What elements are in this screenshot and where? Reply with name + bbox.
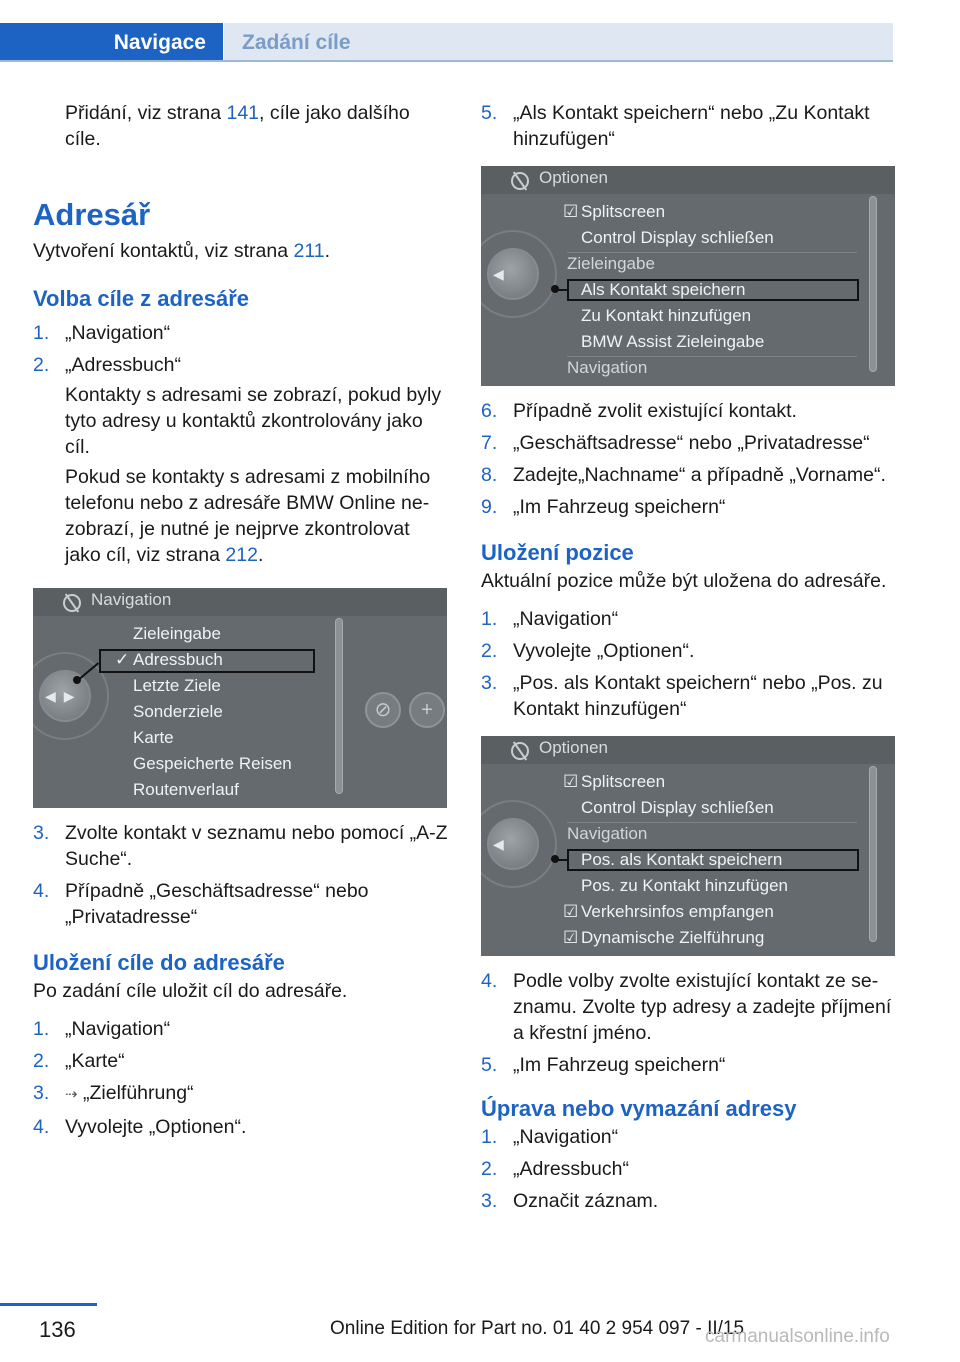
list-item: 2. Vyvolejte „Optionen“. xyxy=(481,640,695,662)
scroll-slider xyxy=(869,766,877,942)
menu-item: ☑ Splitscreen xyxy=(581,769,665,795)
highlight-frame xyxy=(99,649,315,673)
menu-item: Karte xyxy=(133,728,174,747)
header-divider xyxy=(0,60,893,62)
menu-item: Routenverlauf xyxy=(133,780,239,799)
right-column xyxy=(481,100,897,1220)
menu-item: ☑ Splitscreen xyxy=(581,199,665,225)
header xyxy=(0,0,893,62)
scroll-slider xyxy=(869,196,877,372)
list-item: 3. Zvolte kontakt v seznamu nebo pomocí „A-Z Suche“. xyxy=(33,822,448,870)
subsection-title-position: Uložení pozice xyxy=(481,540,634,565)
screen-title: Navigation xyxy=(91,590,172,609)
menu-item: ☑ Dynamische Zielführung xyxy=(581,925,764,951)
create-contacts-text: Vytvoření kontaktů, viz strana 211. xyxy=(33,240,330,262)
list-item: 5. „Als Kontakt speichern“ nebo „Zu Kontakt hinzufügen“ xyxy=(481,102,870,150)
list-item: 4. Podle volby zvolte existující kontakt ze seznamu. Zvolte typ adresy a zadejte příjmení a křestní jméno. xyxy=(481,970,892,1044)
screen-navigation-menu: Navigation ◀▶ Zieleingabe ✓ Adressbuch Letzte Ziele Sonderziele Karte Gespeicherte Reisen Routenverlauf ⊘ + xyxy=(33,588,447,808)
menu-item: Control Display schließen xyxy=(581,228,774,247)
edition-text: Online Edition for Part no. 01 40 2 954 097 - II/15 xyxy=(330,1318,745,1339)
scroll-slider xyxy=(335,618,343,794)
options-icon xyxy=(511,172,529,190)
menu-item: Als Kontakt speichern xyxy=(581,280,746,299)
menu-item: Pos. als Kontakt speichern xyxy=(581,850,783,869)
menu-section: Zieleingabe xyxy=(567,254,655,273)
list-item: 3. „Pos. als Kontakt speichern“ nebo „Pos. zu Kontakt hinzufügen“ xyxy=(481,672,883,720)
screen-title: Optionen xyxy=(539,738,608,757)
steps-store xyxy=(33,1016,449,1140)
tab-navigace[interactable]: Navigace xyxy=(0,23,223,62)
subsection-title-store: Uložení cíle do adresáře xyxy=(33,950,285,975)
steps-edit xyxy=(481,1124,897,1214)
menu-section: Navigation xyxy=(567,358,648,377)
section-title-adresar: Adresář xyxy=(33,197,151,232)
page-number: 136 xyxy=(39,1317,76,1342)
options-icon xyxy=(511,742,529,760)
position-text: Aktuální pozice může být uložena do adresáře. xyxy=(481,570,887,592)
checkmark-icon: ✓ xyxy=(115,650,130,669)
page-link-211[interactable]: 211 xyxy=(293,240,325,262)
list-item: 5. „Im Fahrzeug speichern“ xyxy=(481,1054,726,1076)
list-item: 4. Případně „Geschäftsadresse“ nebo „Privatadresse“ xyxy=(33,880,369,928)
route-guidance-icon: ⇢ xyxy=(65,1086,78,1103)
screen-options-menu-1: Optionen ◀ ☑ Splitscreen Control Display schließen Zieleingabe Als Kontakt speichern Zu Kontakt hinzufügen BMW Assist Zieleingabe Navigation xyxy=(481,166,895,386)
menu-item: Gespeicherte Reisen xyxy=(133,754,292,773)
screen-title: Optionen xyxy=(539,168,608,187)
steps-store-cont xyxy=(481,100,897,152)
list-item: 1. „Navigation“ xyxy=(33,322,171,344)
subsection-title-edit: Úprava nebo vymazání adresy xyxy=(481,1096,797,1121)
steps-select xyxy=(33,320,449,568)
steps-options xyxy=(481,398,897,520)
steps-position-cont xyxy=(481,968,897,1078)
list-item: 9. „Im Fahrzeug speichern“ xyxy=(481,496,726,518)
steps-position xyxy=(481,606,897,722)
checkbox-icon: ☑ xyxy=(563,928,579,947)
list-item: 1. „Navigation“ xyxy=(481,1126,619,1148)
checkbox-icon: ☑ xyxy=(563,902,579,921)
store-text: Po zadání cíle uložit cíl do adresáře. xyxy=(33,980,348,1002)
menu-item: Pos. zu Kontakt hinzufügen xyxy=(581,876,788,895)
list-item: 2. „Adressbuch“ xyxy=(481,1158,629,1180)
list-item: 2. „Karte“ xyxy=(33,1050,125,1072)
footer-accent-line xyxy=(0,1303,97,1306)
left-column xyxy=(33,100,449,1146)
list-item: 2. „Adressbuch“ Kontakty s adresami se zobrazí, pokud byly tyto adresy u kontaktů zkontrolovány jako cíl. Pokud se kontakty s adresami z mobilního telefonu nebo z adresáře BMW Online nezobrazí, je nutné je nejprve zkontrolovat jako cíl, viz strana 212. xyxy=(33,352,449,568)
page-link-141[interactable]: 141 xyxy=(226,102,260,124)
menu-item: BMW Assist Zieleingabe xyxy=(581,332,765,351)
steps-select-cont xyxy=(33,820,449,930)
menu-item: Zieleingabe xyxy=(133,624,221,643)
tab-zadani-cile[interactable]: Zadání cíle xyxy=(224,23,893,62)
menu-item: Control Display schließen xyxy=(581,798,774,817)
list-item: 1. „Navigation“ xyxy=(33,1018,171,1040)
intro-paragraph: Přidání, viz strana 141, cíle jako dalšího cíle. xyxy=(65,102,410,150)
page-link-212[interactable]: 212 xyxy=(225,544,258,566)
checkbox-icon: ☑ xyxy=(563,202,579,221)
highlight-frame xyxy=(567,849,859,871)
step2-note-1: Kontakty s adresami se zobrazí, pokud byly tyto adresy u kontaktů zkontrolovány jako cíl. xyxy=(65,384,442,458)
screen-options-menu-2: Optionen ◀ ☑ Splitscreen Control Display schließen Navigation Pos. als Kontakt speichern Pos. zu Kontakt hinzufügen ☑ Verkehrsinfos empfangen ☑ Dynamische Zielführung xyxy=(481,736,895,956)
step2-note-2: Pokud se kontakty s adresami z mobilního telefonu nebo z adresáře BMW Online nezobrazí, je nutné je nejprve zkontrolovat jako cíl, viz strana 212. xyxy=(65,466,431,566)
menu-item: Sonderziele xyxy=(133,702,223,721)
menu-section: Navigation xyxy=(567,824,648,843)
list-item: 3. Označit záznam. xyxy=(481,1190,659,1212)
menu-item: ☑ Verkehrsinfos empfangen xyxy=(581,899,774,925)
checkbox-icon: ☑ xyxy=(563,772,579,791)
navigation-icon xyxy=(63,594,81,612)
menu-item: Letzte Ziele xyxy=(133,676,221,695)
highlight-frame xyxy=(567,279,859,301)
zoom-plus-icon: + xyxy=(409,692,445,728)
list-item: 8. Zadejte„Nachname“ a případně „Vorname“. xyxy=(481,464,886,486)
menu-item: ✓ Adressbuch xyxy=(133,647,223,673)
list-item: 1. „Navigation“ xyxy=(481,608,619,630)
list-item: 7. „Geschäftsadresse“ nebo „Privatadresse“ xyxy=(481,432,870,454)
subsection-title-select: Volba cíle z adresáře xyxy=(33,286,250,311)
watermark-text: carmanualsonline.info xyxy=(705,1326,890,1347)
menu-item: Zu Kontakt hinzufügen xyxy=(581,306,752,325)
list-item: 3. ⇢ „Zielführung“ xyxy=(33,1082,194,1104)
list-item: 4. Vyvolejte „Optionen“. xyxy=(33,1116,247,1138)
map-view-icon: ⊘ xyxy=(365,692,401,728)
list-item: 6. Případně zvolit existující kontakt. xyxy=(481,400,797,422)
